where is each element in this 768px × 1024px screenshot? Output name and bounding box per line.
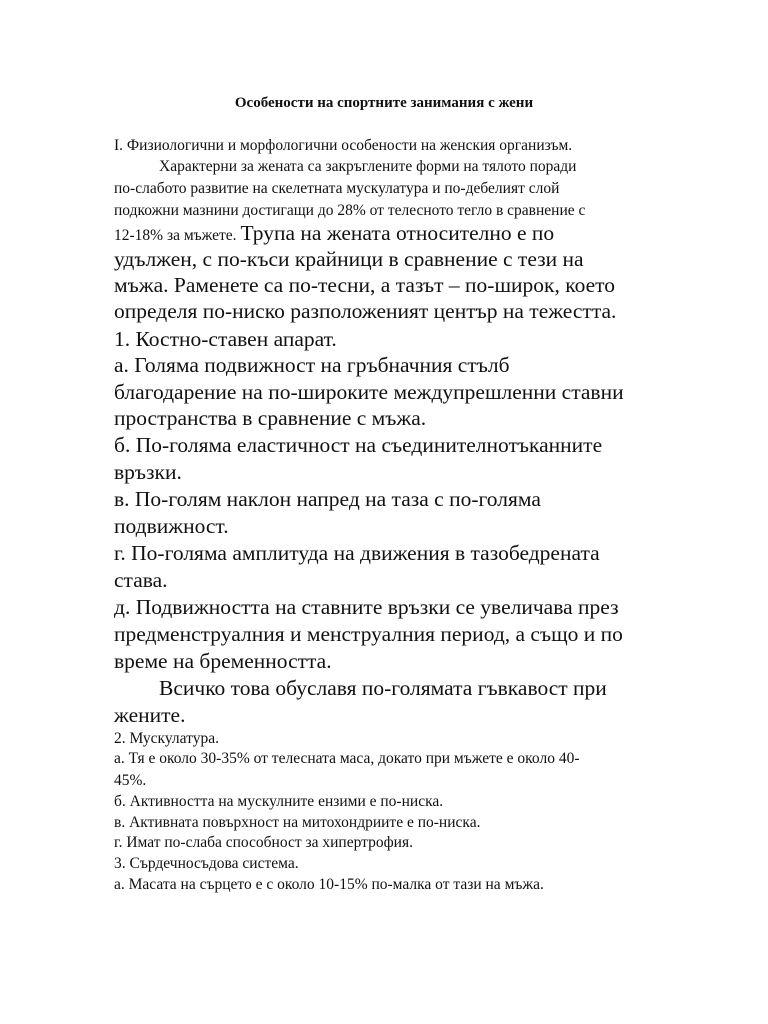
list-item-continuation: благодарение на по-широките междупрешленни ставни	[114, 380, 624, 404]
paragraph-line: Характерни за жената са закръглените форми на тялото поради	[159, 158, 577, 175]
list-item-continuation: време на бременността.	[114, 649, 332, 673]
list-item: б. Активността на мускулните ензими е по-ниска.	[114, 793, 444, 810]
subsection-heading: 1. Костно-ставен апарат.	[114, 327, 337, 351]
list-item: б. По-голяма еластичност на съединителнотъканните	[114, 433, 603, 457]
list-item-continuation: става.	[114, 568, 168, 592]
section-heading: I. Физиологични и морфологични особености на женския организъм.	[114, 137, 573, 154]
subsection-heading: 3. Сърдечносъдова система.	[114, 855, 299, 872]
list-item: г. По-голяма амплитуда на движения в тазобедрената	[114, 541, 600, 565]
paragraph-line: подкожни мазнини достигащи до 28% от телесното тегло в сравнение с	[114, 202, 586, 219]
list-item-continuation: подвижност.	[114, 514, 229, 538]
list-item: д. Подвижността на ставните връзки се увеличава през	[114, 595, 619, 619]
list-item-continuation: предменструалния и менструалния период, а също и по	[114, 622, 623, 646]
document-title: Особености на спортните занимания с жени	[234, 95, 534, 111]
paragraph-fragment-large: Трупа на жената относително е по	[240, 221, 555, 245]
subsection-heading: 2. Мускулатура.	[114, 730, 219, 747]
paragraph-line: по-слабото развитие на скелетната мускулатура и по-дебелият слой	[114, 180, 560, 197]
list-item-continuation: 45%.	[114, 772, 147, 789]
list-item: а. Тя е около 30-35% от телесната маса, докато при мъжете е около 40-	[114, 750, 580, 767]
list-item-continuation: пространства в сравнение с мъжа.	[114, 406, 427, 430]
paragraph-line: Всичко това обуславя по-голямата гъвкавост при	[159, 676, 607, 700]
paragraph-line: определя по-ниско разположеният център на тежестта.	[114, 299, 617, 323]
list-item: в. По-голям наклон напред на таза с по-голяма	[114, 487, 541, 511]
list-item: а. Масата на сърцето е с около 10-15% по-малка от тази на мъжа.	[114, 876, 544, 893]
paragraph-fragment: 12-18% за мъжете.	[114, 227, 237, 244]
paragraph-line: мъжа. Раменете са по-тесни, а тазът – по-широк, което	[114, 273, 615, 297]
list-item: г. Имат по-слаба способност за хипертрофия.	[114, 834, 413, 851]
list-item-continuation: връзки.	[114, 460, 182, 484]
paragraph-line: удължен, с по-къси крайници в сравнение с тези на	[114, 247, 584, 271]
paragraph-line-mixed	[114, 220, 554, 249]
list-item: в. Активната повърхност на митохондриите е по-ниска.	[114, 814, 481, 831]
paragraph-line: жените.	[114, 703, 186, 727]
list-item: а. Голяма подвижност на гръбначния стълб	[114, 353, 510, 377]
